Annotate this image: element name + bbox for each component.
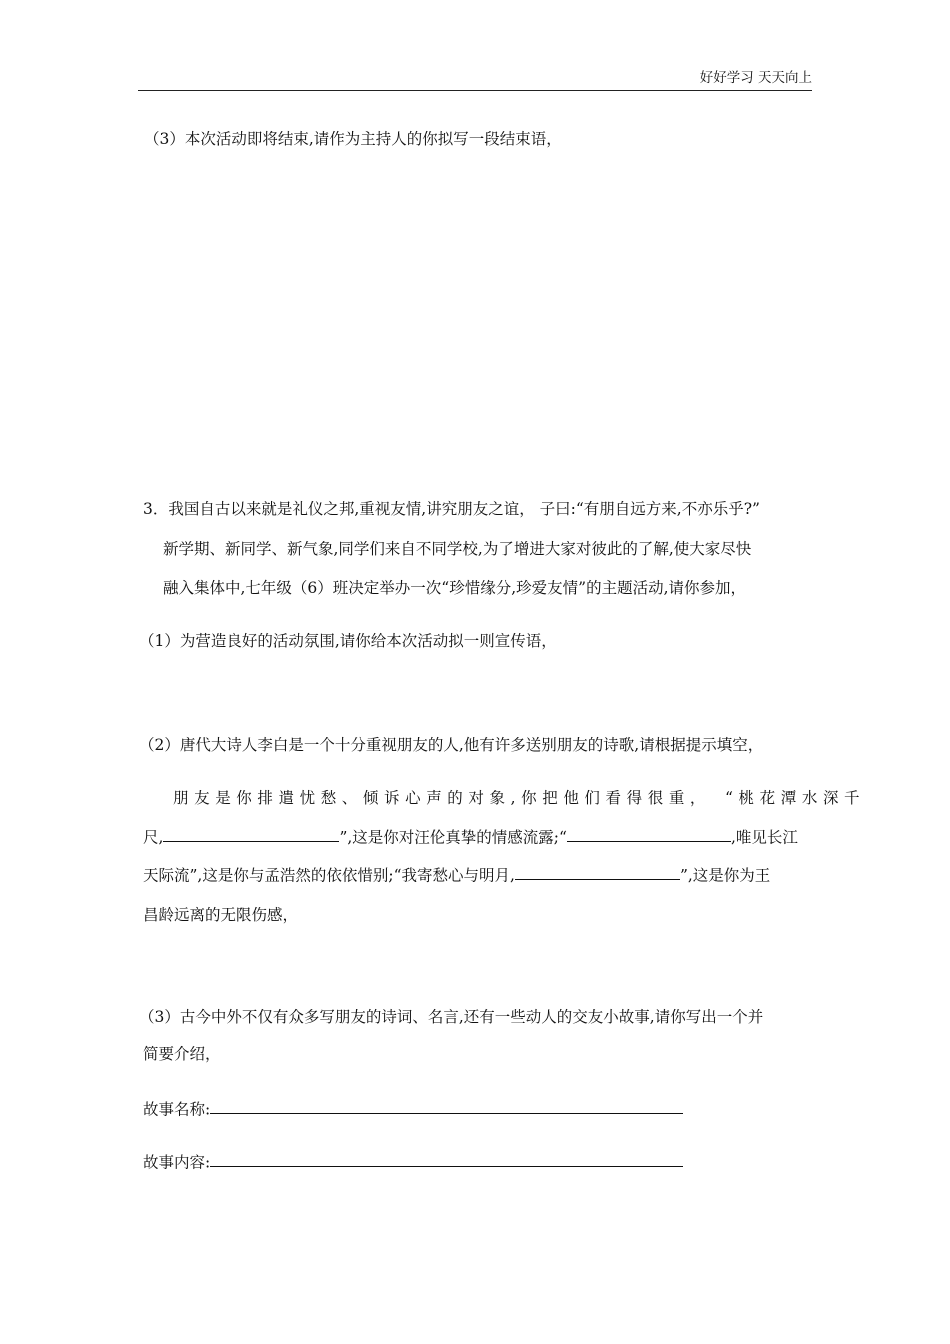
poem-line-3: [143, 863, 770, 885]
q3-sub-3-line-2: 简要介绍，: [143, 1045, 221, 1063]
poem-line-2-b: ”,这是你对汪伦真挚的情感流露;“: [339, 828, 567, 847]
story-name-label: 故事名称:: [143, 1100, 211, 1119]
blank-wanglun[interactable]: [163, 825, 339, 842]
blank-menghaoran[interactable]: [567, 825, 731, 842]
poem-line-1-text: 朋友是你排遣忧愁、倾诉心声的对象,你把他们看得很重，: [173, 789, 712, 807]
header-motto: 好好学习 天天向上: [699, 70, 812, 86]
story-content-label: 故事内容:: [143, 1153, 211, 1172]
story-content-blank[interactable]: [210, 1150, 683, 1167]
story-name-row: [143, 1097, 683, 1119]
blank-wangchangling[interactable]: [515, 863, 680, 880]
q3-sub-2: （2）唐代大诗人李白是一个十分重视朋友的人,他有许多送别朋友的诗歌,请根据提示填空，: [139, 736, 764, 754]
poem-line-1: [173, 786, 865, 808]
q3-intro-line-1: 3．我国自古以来就是礼仪之邦,重视友情,讲究朋友之谊， 子曰:“有朋自远方来,不亦乐乎?”: [143, 500, 760, 518]
poem-line-3-b: ”,这是你为王: [679, 866, 771, 885]
poem-quote-start: “桃花潭水深千: [725, 789, 866, 807]
q3-intro-line-2: 新学期、新同学、新气象,同学们来自不同学校,为了增进大家对彼此的了解,使大家尽快: [163, 540, 752, 558]
q3-sub-1: （1）为营造良好的活动氛围,请你给本次活动拟一则宣传语，: [139, 632, 557, 650]
poem-line-3-a: 天际流”,这是你与孟浩然的依依惜别;“我寄愁心与明月,: [143, 866, 515, 885]
header-rule: [138, 90, 812, 91]
story-name-blank[interactable]: [210, 1097, 683, 1114]
poem-line-2-a: 尺,: [143, 828, 164, 847]
q3-intro-line-3: 融入集体中,七年级（6）班决定举办一次“珍惜缘分,珍爱友情”的主题活动,请你参加，: [163, 579, 746, 597]
story-content-row: [143, 1150, 683, 1172]
prev-question-3: （3）本次活动即将结束,请作为主持人的你拟写一段结束语，: [144, 130, 562, 148]
q3-sub-3-line-1: （3）古今中外不仅有众多写朋友的诗词、名言,还有一些动人的交友小故事,请你写出一个并: [139, 1008, 764, 1026]
poem-line-2: [143, 825, 798, 847]
poem-line-4: 昌龄远离的无限伤感，: [143, 906, 299, 924]
poem-line-2-c: ,唯见长江: [730, 828, 798, 847]
